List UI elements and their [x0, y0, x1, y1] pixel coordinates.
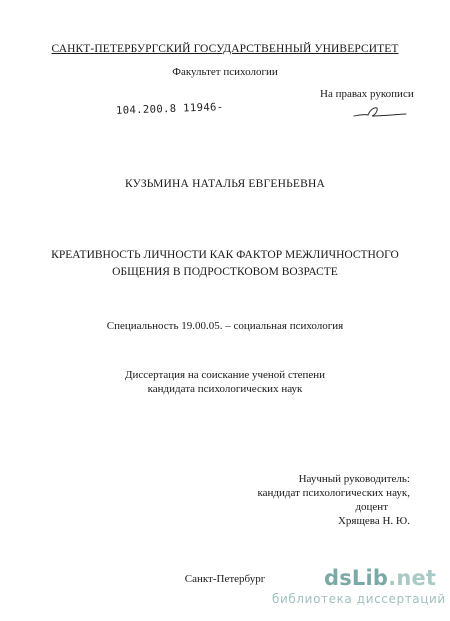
- degree-statement-line-1: Диссертация на соискание ученой степени: [124, 369, 326, 381]
- supervisor-degree: кандидат психологических наук,: [257, 487, 410, 499]
- dslib-watermark: [272, 566, 446, 612]
- university-name: САНКТ-ПЕТЕРБУРГСКИЙ ГОСУДАРСТВЕННЫЙ УНИВЕРСИТЕТ: [51, 43, 399, 55]
- supervisor-label: Научный руководитель:: [298, 473, 410, 485]
- speciality-code: Специальность 19.00.05. – социальная психология: [106, 320, 344, 332]
- degree-statement-line-2: кандидата психологических наук: [147, 383, 303, 395]
- dslib-logo-part-1: dsLib: [324, 566, 389, 590]
- supervisor-name: Хрящева Н. Ю.: [337, 515, 410, 527]
- city-name: Санкт-Петербург: [184, 573, 266, 585]
- archive-stamp-number: 104.200.8 11946-: [115, 101, 224, 117]
- dslib-logo: [324, 566, 436, 590]
- handwritten-signature: [350, 104, 410, 120]
- dslib-logo-part-2: .net: [388, 566, 437, 590]
- manuscript-rights-note: На правах рукописи: [320, 88, 414, 100]
- dissertation-title-line-1: КРЕАТИВНОСТЬ ЛИЧНОСТИ КАК ФАКТОР МЕЖЛИЧНОСТНОГО: [51, 249, 399, 261]
- faculty-name: Факультет психологии: [172, 66, 278, 78]
- dissertation-title-line-2: ОБЩЕНИЯ В ПОДРОСТКОВОМ ВОЗРАСТЕ: [112, 266, 338, 278]
- supervisor-title: доцент: [355, 501, 388, 513]
- author-name: КУЗЬМИНА НАТАЛЬЯ ЕВГЕНЬЕВНА: [124, 178, 326, 190]
- dslib-subtitle: библиотека диссертаций: [272, 592, 446, 606]
